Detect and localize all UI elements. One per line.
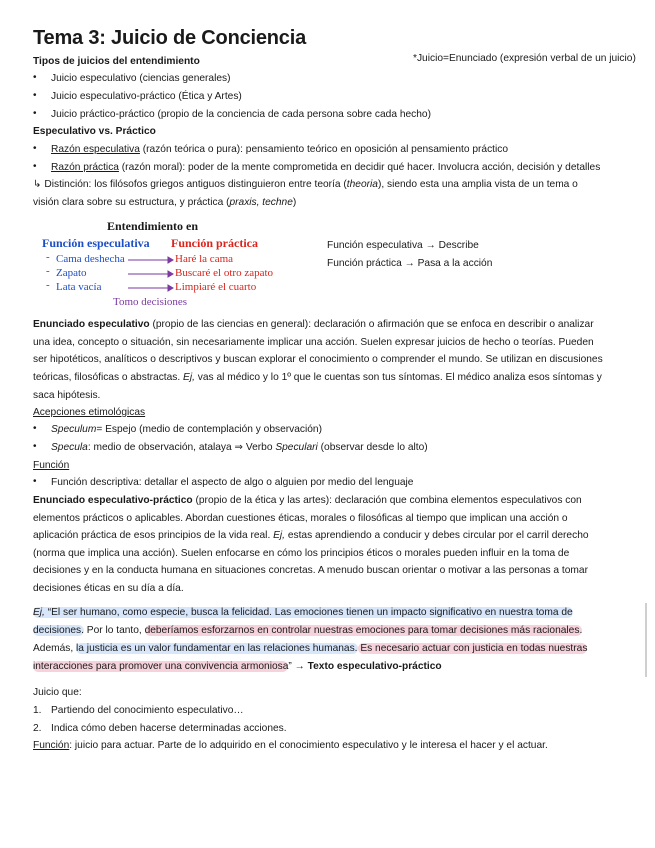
arrow-head (168, 271, 173, 277)
arrow-head (168, 285, 173, 291)
paragraph-line: una idea, concepto o situación, sin necesariamente implicar una acción. Suelen expresar juicios de hecho o teorías. Pueden (33, 337, 594, 348)
example-line (33, 660, 442, 673)
juicio-heading: Juicio que: (33, 687, 82, 698)
arrow-right-icon: → (425, 240, 436, 251)
term: Razón práctica (51, 162, 119, 173)
list-item: Juicio práctico-práctico (propio de la conciencia de cada persona sobre cada hecho) (51, 109, 431, 120)
text: Función práctica (327, 258, 402, 269)
diagram-left-item: Lata vacía (56, 281, 102, 293)
bullet: • (33, 143, 37, 154)
term: Specula (51, 442, 88, 453)
list-item (51, 441, 428, 454)
margin-bar (645, 603, 647, 677)
paragraph-line: elementos prácticos o aplicables. Abordan cuestiones éticas, morales o filosóficas al tiempo que implican una acción o (33, 513, 568, 524)
paragraph-line: decisiones éticas en su día a día. (33, 583, 184, 594)
text: (razón teórica o pura): pensamiento teórico en oposición al pensamiento práctico (139, 144, 509, 155)
text: teóricas, filosóficas o abstractas. (33, 372, 184, 383)
return-arrow-icon: ↳ (33, 179, 42, 190)
text: Ej, (33, 607, 45, 618)
highlight: interacciones para promover una convivencia armoniosa (33, 661, 289, 672)
term: Speculum (51, 424, 97, 435)
diagram-title: Entendimiento en (107, 219, 199, 233)
list-item (51, 161, 600, 174)
text: “El ser humano, como especie, busca la felicidad. Las emociones tienen un impacto significativo en nuestra toma de (44, 607, 573, 618)
example-line (33, 642, 587, 655)
text: Por lo tanto, (83, 625, 145, 636)
list-item: Indica cómo deben hacerse determinadas acciones. (51, 723, 287, 734)
bullet: • (33, 423, 37, 434)
diagram-col-speculative: Función especulativa (42, 236, 150, 250)
arrow-head (168, 257, 173, 263)
text: Función especulativa (327, 240, 423, 251)
diagram-right-item: Buscaré el otro zapato (175, 267, 274, 279)
term: Enunciado especulativo-práctico (33, 495, 193, 506)
text: visión clara sobre su estructura, y práctica ( (33, 197, 230, 208)
highlight: deberíamos esforzarnos en controlar nuestras emociones para tomar decisiones más racionales. (144, 625, 583, 636)
text: (propio de la ética y las artes): declaración que combina elementos especulativos con (192, 495, 582, 506)
bullet: • (33, 72, 37, 83)
term: Razón especulativa (51, 144, 140, 155)
paragraph-line (33, 318, 594, 331)
paragraph-line (33, 371, 602, 384)
bullet: • (33, 476, 37, 487)
list-item: Juicio especulativo (ciencias generales) (51, 73, 231, 84)
text: estas aprendiendo a conducir y debes circular por el carril derecho (285, 530, 589, 541)
diagram-arrows (128, 252, 174, 296)
text: Distinción: los filósofos griegos antiguos distinguieron entre teoría ( (41, 179, 347, 190)
paragraph-line: decisiones y en la conducta humana en situaciones concretas. A menudo buscan orientar o motivar a las personas a tomar (33, 565, 588, 576)
text: : juicio para actuar. Parte de lo adquirido en el conocimiento especulativo y le interesa el hacer y el actuar. (69, 740, 548, 751)
text: praxis, techne (229, 197, 293, 208)
bullet: • (33, 90, 37, 101)
acepciones-heading: Acepciones etimológicas (33, 407, 146, 418)
text: vas al médico y lo 1º que le cuentas son tus síntomas. El médico analiza esos síntomas y (194, 372, 602, 383)
bullet: • (33, 108, 37, 119)
dash: - (46, 279, 50, 291)
list-number: 1. (33, 705, 42, 716)
page-title: Tema 3: Juicio de Conciencia (33, 27, 307, 49)
function-line (33, 739, 548, 752)
diagram-left-item: Zapato (56, 267, 87, 279)
func-line (327, 239, 479, 252)
list-item: Juicio especulativo-práctico (Ética y Artes) (51, 91, 242, 102)
distinction-line-1 (33, 178, 578, 191)
list-item (51, 143, 508, 156)
diagram-left-item: Cama deshecha (56, 253, 125, 265)
funcion-heading: Función (33, 460, 70, 471)
distinction-line-2 (33, 196, 296, 209)
text: aplicación práctica de esos principios de la vida real. (33, 530, 274, 541)
paragraph-line: ser hipotéticos, analíticos o descriptivos y buscan explorar el conocimiento o comprender el mundo. Se utilizan en discusiones (33, 354, 603, 365)
arrow-right-icon: → (404, 258, 415, 269)
diagram-right-item: Haré la cama (175, 253, 234, 265)
highlight: la justicia es un valor fundamentar en las relaciones humanas. (76, 643, 358, 654)
text: Ej, (183, 372, 195, 383)
text: (observar desde lo alto) (317, 442, 428, 453)
text: Describe (438, 240, 479, 251)
term: Enunciado especulativo (33, 319, 150, 330)
list-item: Función descriptiva: detallar el aspecto de algo o alguien por medio del lenguaje (51, 477, 414, 488)
dash: - (46, 251, 50, 263)
dash: - (46, 265, 50, 277)
paragraph-line (33, 494, 582, 507)
list-item (51, 423, 322, 436)
text: = Espejo (medio de contemplación y observación) (96, 424, 322, 435)
side-note: *Juicio=Enunciado (expresión verbal de un juicio) (413, 53, 636, 64)
term: Función (33, 740, 70, 751)
espvsprac-heading: Especulativo vs. Práctico (33, 126, 156, 137)
highlight: decisiones. (33, 625, 84, 636)
text: ), siendo esta una amplia vista de un tema o (377, 179, 578, 190)
highlight (33, 607, 573, 618)
diagram-col-practical: Función práctica (171, 236, 258, 250)
bullet: • (33, 161, 37, 172)
text: (razón moral): poder de la mente comprometida en decidir qué hacer. Involucra acción, decisión y detalles (118, 162, 601, 173)
text: Texto especulativo-práctico (307, 661, 442, 672)
text: : medio de observación, atalaya ⇒ Verbo (87, 442, 276, 453)
text: Pasa a la acción (417, 258, 493, 269)
paragraph-line: (norma que implica una acción). Suelen enfocarse en cómo los principios éticos o morales pueden influir en la toma de (33, 548, 570, 559)
text: theoria (346, 179, 378, 190)
text: ” → (288, 661, 308, 672)
text: Además, (33, 643, 77, 654)
func-line (327, 257, 492, 270)
term: Speculari (275, 442, 318, 453)
example-line (33, 624, 582, 637)
diagram-right-item: Limpiaré el cuarto (175, 281, 257, 293)
text: Ej, (273, 530, 285, 541)
list-item: Partiendo del conocimiento especulativo… (51, 705, 244, 716)
bullet: • (33, 441, 37, 452)
text: (propio de las ciencias en general): declaración o afirmación que se enfoca en describir o analizar (149, 319, 594, 330)
tipos-heading: Tipos de juicios del entendimiento (33, 56, 200, 67)
diagram-bottom: Tomo decisiones (113, 296, 188, 308)
paragraph-line (33, 529, 589, 542)
list-number: 2. (33, 723, 42, 734)
example-line (33, 606, 573, 619)
text: ) (292, 197, 297, 208)
paragraph-line: saca hipótesis. (33, 390, 101, 401)
highlight: Es necesario actuar con justicia en todas nuestras (357, 643, 588, 654)
